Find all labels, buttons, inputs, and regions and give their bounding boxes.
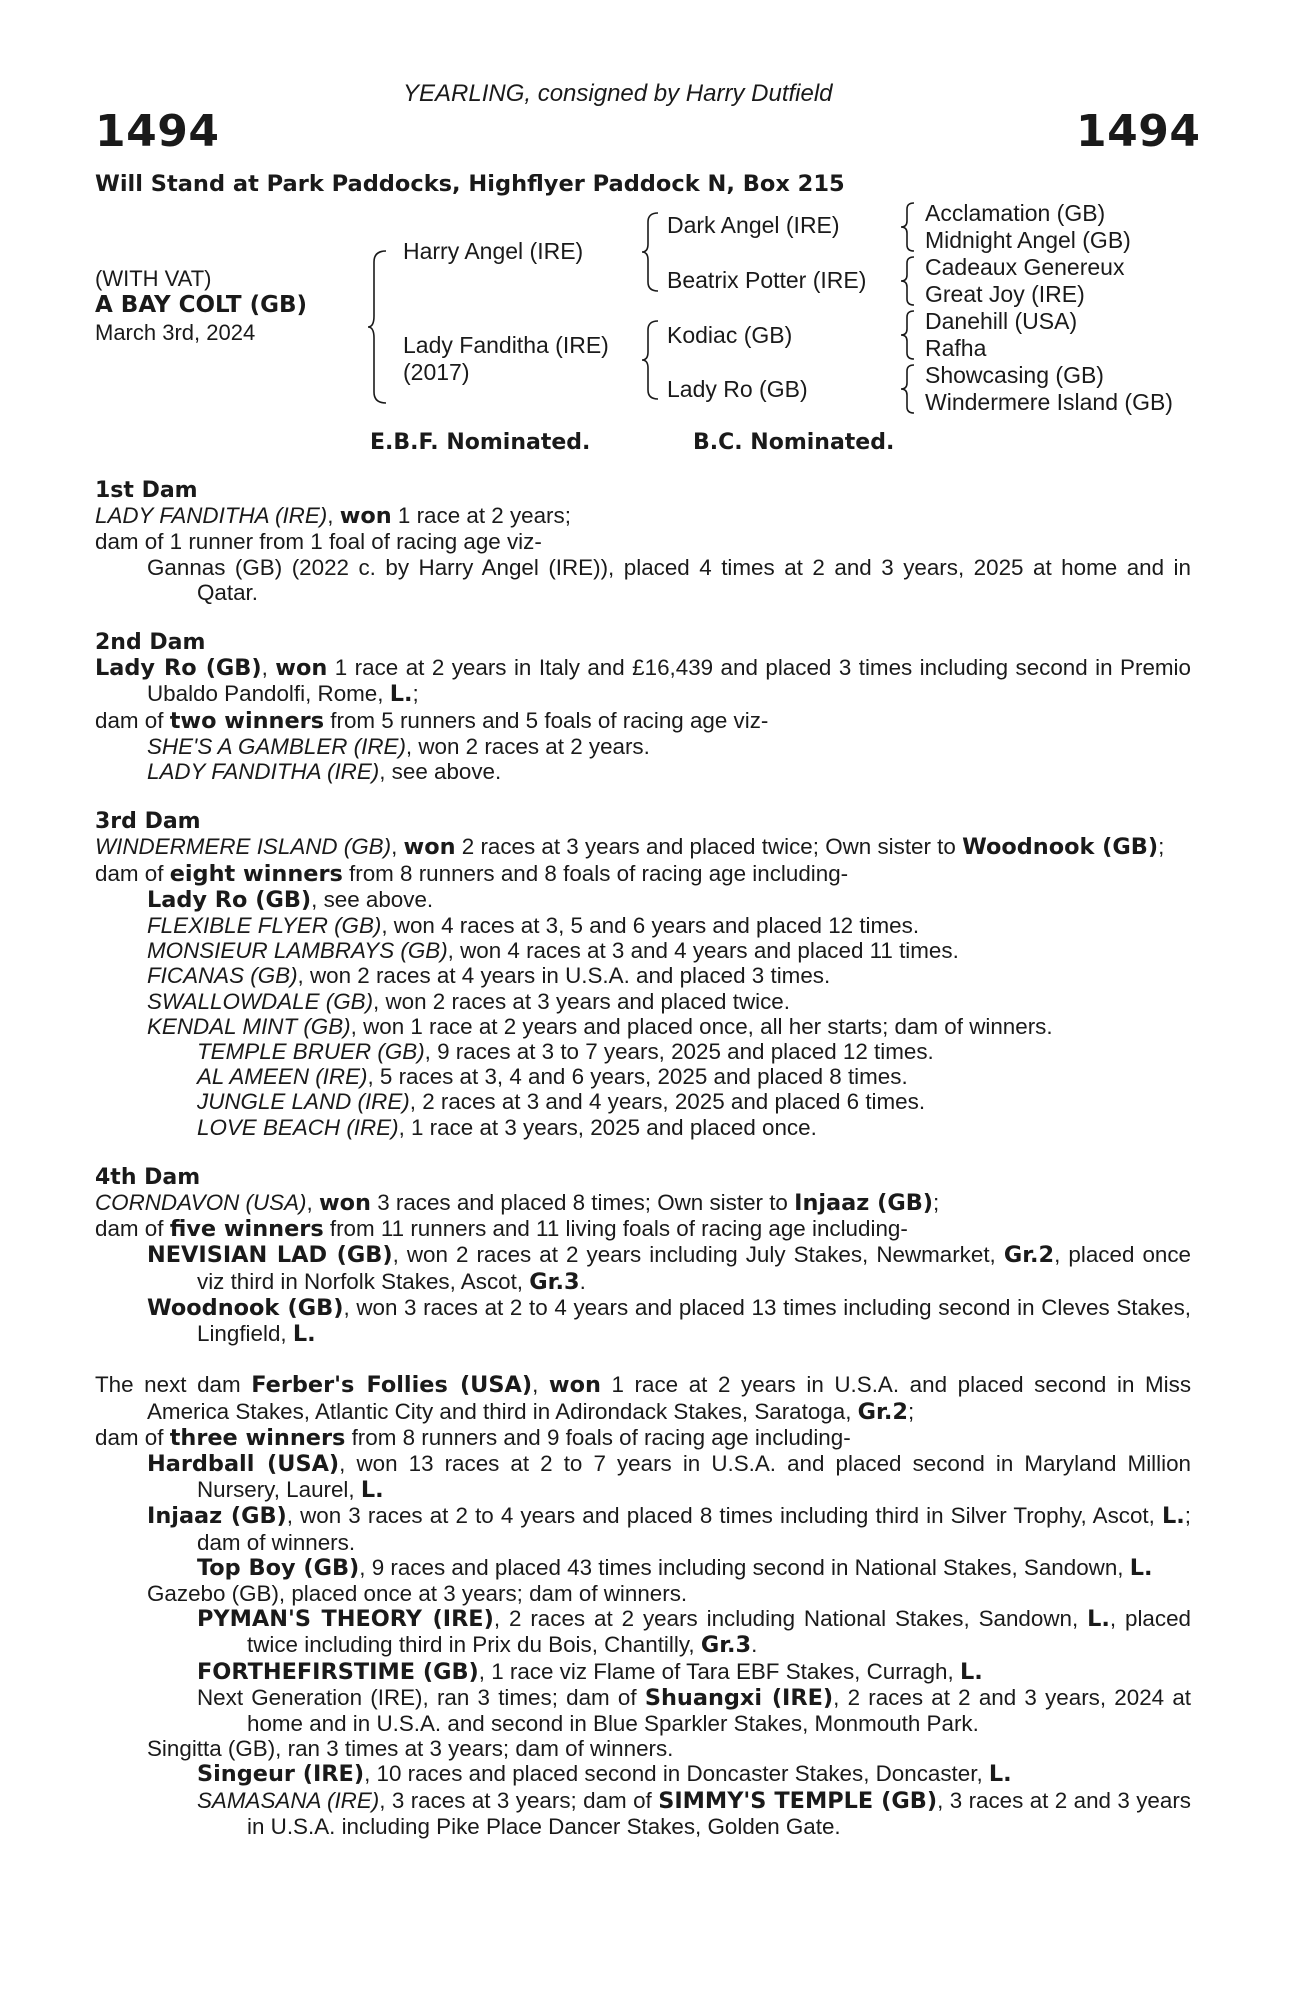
grand-progeny-entry: TEMPLE BRUER (GB), 9 races at 3 to 7 years, 2025 and placed 12 times. [197,1039,934,1065]
progeny-entry: NEVISIAN LAD (GB), won 2 races at 2 years including July Stakes, Newmarket, Gr.2, placed once viz third in Norfolk Stakes, Ascot, Gr.3. [147,1242,1191,1295]
horse-name: Lady Ro (GB) [95,655,262,682]
dam-sire: Kodiac (GB) [667,322,793,348]
grand-progeny-entry: AL AMEEN (IRE), 5 races at 3, 4 and 6 years, 2025 and placed 8 times. [197,1064,908,1090]
fourth-dam-produce: dam of five winners from 11 runners and 11 living foals of racing age including- [95,1216,908,1243]
pedigree-brace-sire [640,210,662,294]
ggd-1: Midnight Angel (GB) [925,227,1131,253]
grand-progeny-entry: PYMAN'S THEORY (IRE), 2 races at 2 years including National Stakes, Sandown, L., placed twice including third in Prix du Bois, Chantilly, Gr.3. [197,1606,1191,1659]
ggs-1: Acclamation (GB) [925,200,1106,226]
ggs-4: Showcasing (GB) [925,362,1104,388]
progeny-entry: Hardball (USA), won 13 races at 2 to 7 years in U.S.A. and placed second in Maryland Million Nursery, Laurel, L. [147,1450,1191,1504]
grand-progeny-entry: FORTHEFIRSTIME (GB), 1 race viz Flame of Tara EBF Stakes, Curragh, L. [197,1658,983,1685]
pedigree-brace-dam [640,318,662,402]
vat-note: (WITH VAT) [95,266,212,291]
produce-record [95,478,1191,1839]
pedigree-brace-g1 [898,201,918,253]
fourth-dam-heading: 4th Dam [95,1164,201,1190]
progeny-entry: LADY FANDITHA (IRE), see above. [147,759,502,785]
lot-number-right: 1494 [1076,106,1201,157]
horse-name: Ferber's Follies (USA) [251,1372,533,1399]
ggs-2: Cadeaux Genereux [925,254,1125,280]
pedigree-brace-g2 [898,255,918,307]
ggd-4: Windermere Island (GB) [925,389,1173,415]
progeny-entry: Gazebo (GB), placed once at 3 years; dam of winners. [147,1580,688,1606]
progeny-entry: SWALLOWDALE (GB), won 2 races at 3 years and placed twice. [147,988,790,1014]
grand-progeny-entry: SAMASANA (IRE), 3 races at 3 years; dam of SIMMY'S TEMPLE (GB), 3 races at 2 and 3 years in U.S.A. including Pike Place Dancer Stakes, Golden Gate. [197,1787,1191,1839]
pedigree-brace-g4 [898,363,918,415]
grand-progeny-entry: Singeur (IRE), 10 races and placed second in Doncaster Stakes, Doncaster, L. [197,1761,1012,1788]
first-dam-heading: 1st Dam [95,478,198,503]
pedigree-brace-main [366,248,390,406]
grand-progeny-entry: LOVE BEACH (IRE), 1 race at 3 years, 2025 and placed once. [197,1114,817,1140]
progeny-entry: Singitta (GB), ran 3 times at 3 years; dam of winners. [147,1736,674,1762]
consignment-line: YEARLING, consigned by Harry Dutfield [403,80,833,107]
progeny-entry: FICANAS (GB), won 2 races at 4 years in U.S.A. and placed 3 times. [147,963,831,989]
progeny-entry: SHE'S A GAMBLER (IRE), won 2 races at 2 years. [147,733,650,759]
sire-sire: Dark Angel (IRE) [667,212,840,238]
sire-name: Harry Angel (IRE) [403,238,584,264]
ggs-3: Danehill (USA) [925,308,1078,334]
pedigree-brace-g3 [898,309,918,361]
progeny-entry: Woodnook (GB), won 3 races at 2 to 4 years and placed 13 times including second in Cleves Stakes, Lingfield, L. [147,1294,1191,1348]
first-dam-produce: dam of 1 runner from 1 foal of racing age viz- [95,529,542,555]
progeny-entry: MONSIEUR LAMBRAYS (GB), won 4 races at 3 and 4 years and placed 11 times. [147,938,959,964]
third-dam-heading: 3rd Dam [95,809,201,835]
dam-dam: Lady Ro (GB) [667,376,808,402]
second-dam-produce: dam of two winners from 5 runners and 5 foals of racing age viz- [95,707,769,734]
ebf-nomination: E.B.F. Nominated. [370,430,591,455]
third-dam-summary: WINDERMERE ISLAND (GB), won 2 races at 3 years and placed twice; Own sister to Woodnook (GB); [95,834,1165,861]
grand-progeny-entry: JUNGLE LAND (IRE), 2 races at 3 and 4 years, 2025 and placed 6 times. [197,1089,926,1115]
progeny-entry: KENDAL MINT (GB), won 1 race at 2 years and placed once, all her starts; dam of winners. [147,1013,1053,1039]
bc-nomination: B.C. Nominated. [693,430,895,455]
horse-name: LADY FANDITHA (IRE) [95,503,328,529]
second-dam-heading: 2nd Dam [95,630,206,656]
foaling-date: March 3rd, 2024 [95,320,256,345]
next-dam-summary: The next dam Ferber's Follies (USA), won 1 race at 2 years in U.S.A. and placed second in Miss America Stakes, Atlantic City and third in Adirondack Stakes, Saratoga, Gr.2; [95,1372,1192,1425]
sire-dam: Beatrix Potter (IRE) [667,267,867,293]
fourth-dam-summary: CORNDAVON (USA), won 3 races and placed 8 times; Own sister to Injaaz (GB); [95,1190,940,1217]
grand-progeny-entry: Next Generation (IRE), ran 3 times; dam of Shuangxi (IRE), 2 races at 2 and 3 years, 2024 at home and in U.S.A. and second in Blue Sparkler Stakes, Monmouth Park. [197,1684,1191,1736]
ggd-2: Great Joy (IRE) [925,281,1085,307]
ggd-3: Rafha [925,335,987,361]
horse-name: CORNDAVON (USA) [95,1190,307,1216]
progeny-entry: Lady Ro (GB), see above. [147,886,434,913]
progeny-entry: Gannas (GB) (2022 c. by Harry Angel (IRE)), placed 4 times at 2 and 3 years, 2025 at home and in Qatar. [147,554,1191,605]
progeny-entry: FLEXIBLE FLYER (GB), won 4 races at 3, 5 and 6 years and placed 12 times. [147,913,920,939]
third-dam-produce: dam of eight winners from 8 runners and 8 foals of racing age including- [95,860,849,887]
dam-year: (2017) [403,359,470,385]
next-dam-produce: dam of three winners from 8 runners and 9 foals of racing age including- [95,1424,851,1451]
horse-name: A BAY COLT (GB) [95,292,308,318]
first-dam-summary: LADY FANDITHA (IRE), won 1 race at 2 years; [95,503,571,530]
grand-progeny-entry: Top Boy (GB), 9 races and placed 43 times including second in National Stakes, Sandown, L. [197,1554,1153,1581]
second-dam-summary: Lady Ro (GB), won 1 race at 2 years in Italy and £16,439 and placed 3 times including second in Premio Ubaldo Pandolfi, Rome, L.; [95,655,1191,708]
dam-name: Lady Fanditha (IRE) [403,332,609,358]
progeny-entry: Injaaz (GB), won 3 races at 2 to 4 years and placed 8 times including third in Silver Trophy, Ascot, L.; dam of winners. [147,1503,1191,1555]
horse-name: WINDERMERE ISLAND (GB) [95,834,392,860]
lot-number-left: 1494 [95,106,220,157]
stand-location: Will Stand at Park Paddocks, Highflyer Paddock N, Box 215 [95,171,845,197]
